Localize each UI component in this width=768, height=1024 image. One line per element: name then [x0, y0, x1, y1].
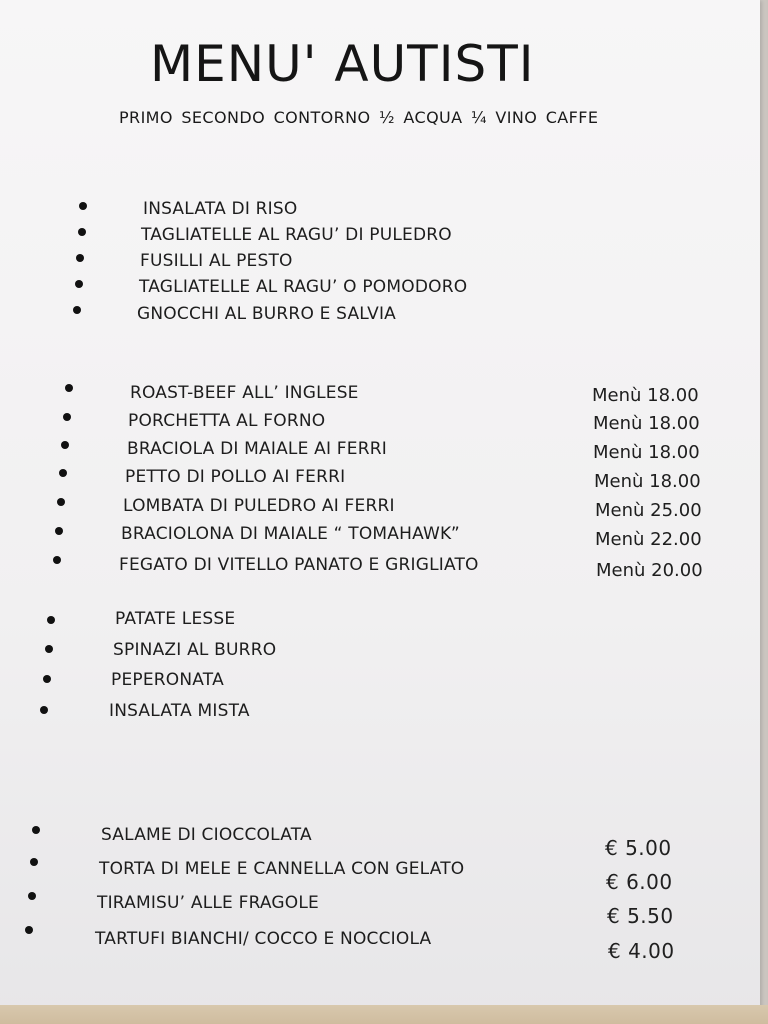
- dolci-item: TORTA DI MELE E CANNELLA CON GELATO: [99, 859, 465, 879]
- secondi-item: BRACIOLA DI MAIALE AI FERRI: [127, 439, 387, 459]
- bullet-icon: [78, 228, 86, 236]
- dolci-price: € 5.00: [605, 836, 672, 860]
- secondi-price: Menù 18.00: [593, 413, 700, 434]
- bullet-icon: [63, 413, 71, 421]
- bullet-icon: [65, 384, 73, 392]
- contorni-item: PEPERONATA: [111, 670, 224, 690]
- bullet-icon: [73, 306, 81, 314]
- secondi-price: Menù 18.00: [593, 442, 700, 463]
- secondi-price: Menù 22.00: [595, 529, 702, 550]
- bullet-icon: [75, 280, 83, 288]
- secondi-price: Menù 18.00: [594, 471, 701, 492]
- bullet-icon: [30, 858, 38, 866]
- secondi-price: Menù 20.00: [596, 560, 703, 581]
- secondi-price: Menù 25.00: [595, 500, 702, 521]
- bullet-icon: [76, 254, 84, 262]
- dolci-item: TARTUFI BIANCHI/ COCCO E NOCCIOLA: [95, 929, 432, 949]
- bullet-icon: [59, 469, 67, 477]
- bullet-icon: [55, 527, 63, 535]
- bullet-icon: [45, 645, 53, 653]
- secondi-item: PETTO DI POLLO AI FERRI: [125, 467, 346, 487]
- dolci-item: SALAME DI CIOCCOLATA: [101, 825, 312, 845]
- bullet-icon: [25, 926, 33, 934]
- bullet-icon: [61, 441, 69, 449]
- dolci-item: TIRAMISU’ ALLE FRAGOLE: [97, 893, 319, 913]
- contorni-item: INSALATA MISTA: [109, 701, 250, 721]
- secondi-item: LOMBATA DI PULEDRO AI FERRI: [123, 496, 395, 516]
- contorni-item: PATATE LESSE: [115, 609, 236, 629]
- bullet-icon: [32, 826, 40, 834]
- contorni-item: SPINAZI AL BURRO: [113, 640, 277, 660]
- bullet-icon: [79, 202, 87, 210]
- primi-item: TAGLIATELLE AL RAGU’ DI PULEDRO: [141, 225, 452, 245]
- primi-item: INSALATA DI RISO: [143, 199, 298, 219]
- bullet-icon: [53, 556, 61, 564]
- secondi-item: ROAST-BEEF ALL’ INGLESE: [130, 383, 359, 403]
- primi-item: FUSILLI AL PESTO: [140, 251, 293, 271]
- menu-title: MENU' AUTISTI: [150, 35, 535, 93]
- dolci-price: € 5.50: [607, 904, 674, 928]
- secondi-price: Menù 18.00: [592, 385, 699, 406]
- primi-item: TAGLIATELLE AL RAGU’ O POMODORO: [139, 277, 468, 297]
- secondi-item: PORCHETTA AL FORNO: [128, 411, 326, 431]
- primi-item: GNOCCHI AL BURRO E SALVIA: [137, 304, 396, 324]
- bullet-icon: [47, 616, 55, 624]
- dolci-price: € 6.00: [606, 870, 673, 894]
- table-surface: [0, 1005, 768, 1024]
- bullet-icon: [57, 498, 65, 506]
- dolci-price: € 4.00: [608, 939, 675, 963]
- bullet-icon: [28, 892, 36, 900]
- menu-subtitle: PRIMO SECONDO CONTORNO ½ ACQUA ¼ VINO CAFFE: [119, 108, 599, 127]
- bullet-icon: [43, 675, 51, 683]
- secondi-item: BRACIOLONA DI MAIALE “ TOMAHAWK”: [121, 524, 460, 544]
- bullet-icon: [40, 706, 48, 714]
- secondi-item: FEGATO DI VITELLO PANATO E GRIGLIATO: [119, 555, 479, 575]
